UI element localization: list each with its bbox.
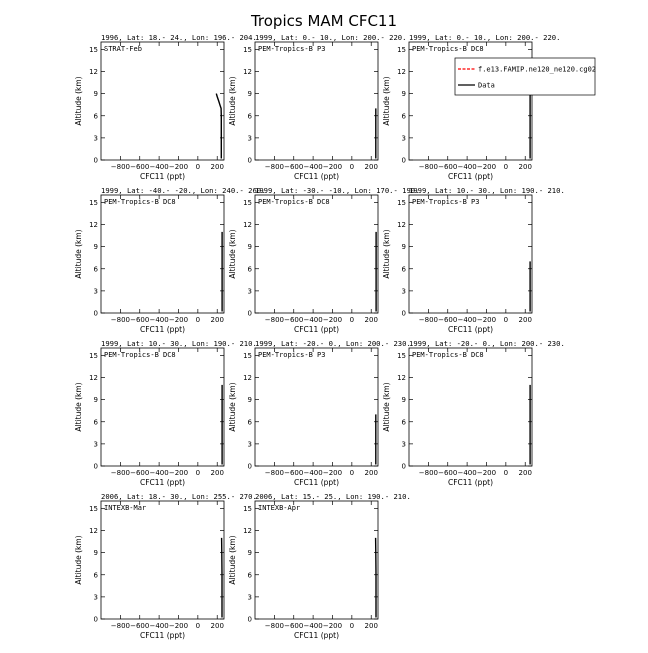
x-tick-label: −600 xyxy=(284,469,303,477)
y-tick-label: 15 xyxy=(243,352,252,360)
x-tick-label: −400 xyxy=(303,469,322,477)
x-tick-label: −600 xyxy=(284,163,303,171)
panel-campaign-label: PEM-Tropics-B P3 xyxy=(258,45,325,53)
panel-frame xyxy=(101,42,224,160)
y-tick-label: 6 xyxy=(248,418,253,426)
x-tick-label: −200 xyxy=(477,469,496,477)
x-tick-label: 200 xyxy=(365,316,378,324)
x-tick-label: −800 xyxy=(265,316,284,324)
panel xyxy=(382,339,565,487)
x-tick-label: −800 xyxy=(265,163,284,171)
y-tick-label: 0 xyxy=(402,463,406,471)
x-tick-label: 200 xyxy=(211,469,224,477)
panel-frame xyxy=(101,195,224,313)
panel-frame xyxy=(255,348,378,466)
y-tick-label: 0 xyxy=(94,463,98,471)
panel-campaign-label: STRAT-Feb xyxy=(104,45,142,53)
y-tick-label: 12 xyxy=(243,68,252,76)
x-tick-label: −800 xyxy=(111,622,130,630)
y-tick-label: 6 xyxy=(248,571,253,579)
x-tick-label: −800 xyxy=(111,316,130,324)
x-tick-label: −400 xyxy=(457,469,476,477)
x-tick-label: 0 xyxy=(504,469,508,477)
panel-header: 1999, Lat: 0.- 10., Lon: 200.- 220. xyxy=(409,33,560,42)
panel-campaign-label: PEM-Tropics-B P3 xyxy=(258,351,325,359)
panel-header: 1999, Lat: 10.- 30., Lon: 190.- 210. xyxy=(409,186,565,195)
y-tick-label: 12 xyxy=(397,68,406,76)
x-axis-label: CFC11 (ppt) xyxy=(294,631,339,640)
x-tick-label: −800 xyxy=(111,163,130,171)
legend-entry-label: f.e13.FAMIP.ne120_ne120.cg02 xyxy=(478,66,596,74)
y-axis-label: Altitude (km) xyxy=(74,76,83,125)
y-tick-label: 9 xyxy=(94,396,98,404)
y-tick-label: 9 xyxy=(248,396,252,404)
y-tick-label: 12 xyxy=(89,527,98,535)
panel-header: 1999, Lat: -30.- -10., Lon: 170.- 190. xyxy=(255,186,419,195)
x-tick-label: −600 xyxy=(130,469,149,477)
y-tick-label: 12 xyxy=(243,221,252,229)
x-tick-label: −800 xyxy=(111,469,130,477)
x-axis-label: CFC11 (ppt) xyxy=(448,478,493,487)
y-tick-label: 12 xyxy=(397,221,406,229)
y-tick-label: 9 xyxy=(248,90,252,98)
y-tick-label: 0 xyxy=(402,310,406,318)
x-axis-label: CFC11 (ppt) xyxy=(294,172,339,181)
y-tick-label: 6 xyxy=(402,418,407,426)
x-tick-label: −400 xyxy=(303,163,322,171)
y-tick-label: 9 xyxy=(94,243,98,251)
panel-header: 1996, Lat: 18.- 24., Lon: 196.- 204. xyxy=(101,33,257,42)
panel-frame xyxy=(101,501,224,619)
panel xyxy=(228,33,406,181)
x-tick-label: −400 xyxy=(303,316,322,324)
x-tick-label: −800 xyxy=(265,469,284,477)
y-tick-label: 3 xyxy=(94,287,98,295)
y-axis-label: Altitude (km) xyxy=(382,229,391,278)
y-tick-label: 15 xyxy=(89,199,98,207)
x-tick-label: −200 xyxy=(323,316,342,324)
x-axis-label: CFC11 (ppt) xyxy=(140,478,185,487)
x-tick-label: −600 xyxy=(438,163,457,171)
y-tick-label: 6 xyxy=(248,265,253,273)
x-tick-label: 200 xyxy=(365,622,378,630)
legend xyxy=(455,58,596,95)
y-tick-label: 6 xyxy=(94,571,99,579)
x-tick-label: −800 xyxy=(419,469,438,477)
y-tick-label: 3 xyxy=(248,134,252,142)
y-tick-label: 3 xyxy=(402,287,406,295)
y-tick-label: 6 xyxy=(94,418,99,426)
y-tick-label: 0 xyxy=(248,463,252,471)
y-tick-label: 3 xyxy=(248,287,252,295)
y-tick-label: 12 xyxy=(243,374,252,382)
x-tick-label: −400 xyxy=(149,622,168,630)
panel-header: 2006, Lat: 18.- 30., Lon: 255.- 270. xyxy=(101,492,257,501)
x-tick-label: −200 xyxy=(169,622,188,630)
panel-header: 1999, Lat: -20.- 0., Lon: 200.- 230. xyxy=(255,339,411,348)
panel-header: 1999, Lat: -20.- 0., Lon: 200.- 230. xyxy=(409,339,565,348)
x-axis-label: CFC11 (ppt) xyxy=(140,172,185,181)
y-tick-label: 6 xyxy=(94,265,99,273)
y-tick-label: 15 xyxy=(89,352,98,360)
panel xyxy=(228,492,411,640)
y-tick-label: 3 xyxy=(94,134,98,142)
x-tick-label: −200 xyxy=(477,163,496,171)
panel-header: 1999, Lat: -40.- -20., Lon: 240.- 260. xyxy=(101,186,265,195)
panel-campaign-label: PEM-Tropics-B DC8 xyxy=(104,351,176,359)
y-tick-label: 6 xyxy=(94,112,99,120)
y-tick-label: 0 xyxy=(248,310,252,318)
panel-frame xyxy=(255,42,378,160)
y-tick-label: 9 xyxy=(94,90,98,98)
y-axis-label: Altitude (km) xyxy=(74,229,83,278)
data-series-line xyxy=(216,94,221,159)
y-tick-label: 15 xyxy=(243,199,252,207)
y-tick-label: 0 xyxy=(248,157,252,165)
y-tick-label: 12 xyxy=(89,68,98,76)
x-axis-label: CFC11 (ppt) xyxy=(448,325,493,334)
panel-campaign-label: PEM-Tropics-B P3 xyxy=(412,198,479,206)
panel xyxy=(382,186,565,334)
y-tick-label: 0 xyxy=(248,616,252,624)
x-tick-label: −200 xyxy=(323,469,342,477)
x-tick-label: −200 xyxy=(477,316,496,324)
x-tick-label: −600 xyxy=(130,163,149,171)
y-tick-label: 0 xyxy=(402,157,406,165)
x-tick-label: −600 xyxy=(284,622,303,630)
x-tick-label: −200 xyxy=(169,316,188,324)
panel-header: 1999, Lat: 10.- 30., Lon: 190.- 210. xyxy=(101,339,257,348)
y-tick-label: 12 xyxy=(89,221,98,229)
x-tick-label: 0 xyxy=(504,316,508,324)
x-tick-label: 200 xyxy=(519,316,532,324)
panel-campaign-label: PEM-Tropics-B DC8 xyxy=(412,351,484,359)
panel-campaign-label: INTEXB-Apr xyxy=(258,504,300,512)
y-tick-label: 9 xyxy=(402,243,406,251)
y-tick-label: 9 xyxy=(248,243,252,251)
legend-entry-label: Data xyxy=(478,82,495,90)
x-tick-label: −200 xyxy=(169,163,188,171)
panel-campaign-label: PEM-Tropics-B DC8 xyxy=(104,198,176,206)
y-tick-label: 6 xyxy=(402,265,407,273)
x-tick-label: −600 xyxy=(438,316,457,324)
panel-frame xyxy=(255,195,378,313)
x-tick-label: 0 xyxy=(196,163,200,171)
y-tick-label: 15 xyxy=(89,505,98,513)
y-axis-label: Altitude (km) xyxy=(74,535,83,584)
x-axis-label: CFC11 (ppt) xyxy=(140,325,185,334)
y-tick-label: 12 xyxy=(397,374,406,382)
x-axis-label: CFC11 (ppt) xyxy=(448,172,493,181)
y-tick-label: 15 xyxy=(397,46,406,54)
figure-title: Tropics MAM CFC11 xyxy=(250,12,397,30)
x-tick-label: 200 xyxy=(211,316,224,324)
y-tick-label: 0 xyxy=(94,157,98,165)
x-tick-label: 0 xyxy=(350,469,354,477)
y-tick-label: 15 xyxy=(397,199,406,207)
x-tick-label: 0 xyxy=(196,469,200,477)
y-tick-label: 12 xyxy=(243,527,252,535)
x-tick-label: 0 xyxy=(196,316,200,324)
y-axis-label: Altitude (km) xyxy=(382,382,391,431)
x-tick-label: 200 xyxy=(365,163,378,171)
x-tick-label: 200 xyxy=(519,469,532,477)
y-axis-label: Altitude (km) xyxy=(228,535,237,584)
x-tick-label: −200 xyxy=(169,469,188,477)
panel-campaign-label: PEM-Tropics-B DC8 xyxy=(412,45,484,53)
x-tick-label: −800 xyxy=(419,316,438,324)
x-tick-label: −600 xyxy=(130,316,149,324)
x-tick-label: −400 xyxy=(149,163,168,171)
x-tick-label: −200 xyxy=(323,163,342,171)
y-tick-label: 6 xyxy=(248,112,253,120)
x-tick-label: −800 xyxy=(265,622,284,630)
y-tick-label: 9 xyxy=(94,549,98,557)
y-axis-label: Altitude (km) xyxy=(228,229,237,278)
y-tick-label: 3 xyxy=(402,440,406,448)
y-axis-label: Altitude (km) xyxy=(74,382,83,431)
x-tick-label: −400 xyxy=(457,163,476,171)
y-tick-label: 3 xyxy=(248,593,252,601)
x-axis-label: CFC11 (ppt) xyxy=(294,325,339,334)
y-axis-label: Altitude (km) xyxy=(382,76,391,125)
x-axis-label: CFC11 (ppt) xyxy=(294,478,339,487)
x-tick-label: 0 xyxy=(350,316,354,324)
x-tick-label: 200 xyxy=(211,163,224,171)
x-tick-label: −600 xyxy=(438,469,457,477)
y-tick-label: 0 xyxy=(94,310,98,318)
x-tick-label: 0 xyxy=(196,622,200,630)
panel-frame xyxy=(409,348,532,466)
y-tick-label: 0 xyxy=(94,616,98,624)
x-tick-label: −400 xyxy=(149,316,168,324)
x-axis-label: CFC11 (ppt) xyxy=(140,631,185,640)
x-tick-label: −200 xyxy=(323,622,342,630)
panel-header: 1999, Lat: 0.- 10., Lon: 200.- 220. xyxy=(255,33,406,42)
panel-frame xyxy=(255,501,378,619)
y-tick-label: 3 xyxy=(248,440,252,448)
x-tick-label: −400 xyxy=(149,469,168,477)
panel-campaign-label: PEM-Tropics-B DC8 xyxy=(258,198,330,206)
y-tick-label: 9 xyxy=(402,396,406,404)
x-tick-label: 0 xyxy=(350,163,354,171)
legend-box xyxy=(455,58,595,95)
panel-header: 2006, Lat: 15.- 25., Lon: 190.- 210. xyxy=(255,492,411,501)
x-tick-label: −400 xyxy=(457,316,476,324)
panel-frame xyxy=(101,348,224,466)
x-tick-label: 200 xyxy=(211,622,224,630)
panel-frame xyxy=(409,195,532,313)
y-tick-label: 15 xyxy=(89,46,98,54)
y-tick-label: 15 xyxy=(243,46,252,54)
y-tick-label: 3 xyxy=(402,134,406,142)
x-tick-label: 0 xyxy=(504,163,508,171)
x-tick-label: −600 xyxy=(284,316,303,324)
y-axis-label: Altitude (km) xyxy=(228,382,237,431)
y-tick-label: 3 xyxy=(94,593,98,601)
x-tick-label: −400 xyxy=(303,622,322,630)
y-tick-label: 15 xyxy=(397,352,406,360)
y-tick-label: 9 xyxy=(402,90,406,98)
y-tick-label: 12 xyxy=(89,374,98,382)
x-tick-label: −600 xyxy=(130,622,149,630)
y-tick-label: 6 xyxy=(402,112,407,120)
y-tick-label: 9 xyxy=(248,549,252,557)
y-tick-label: 3 xyxy=(94,440,98,448)
x-tick-label: 200 xyxy=(519,163,532,171)
panel xyxy=(382,33,560,181)
x-tick-label: −800 xyxy=(419,163,438,171)
x-tick-label: 200 xyxy=(365,469,378,477)
y-axis-label: Altitude (km) xyxy=(228,76,237,125)
x-tick-label: 0 xyxy=(350,622,354,630)
y-tick-label: 15 xyxy=(243,505,252,513)
panel-campaign-label: INTEXB-Mar xyxy=(104,504,146,512)
